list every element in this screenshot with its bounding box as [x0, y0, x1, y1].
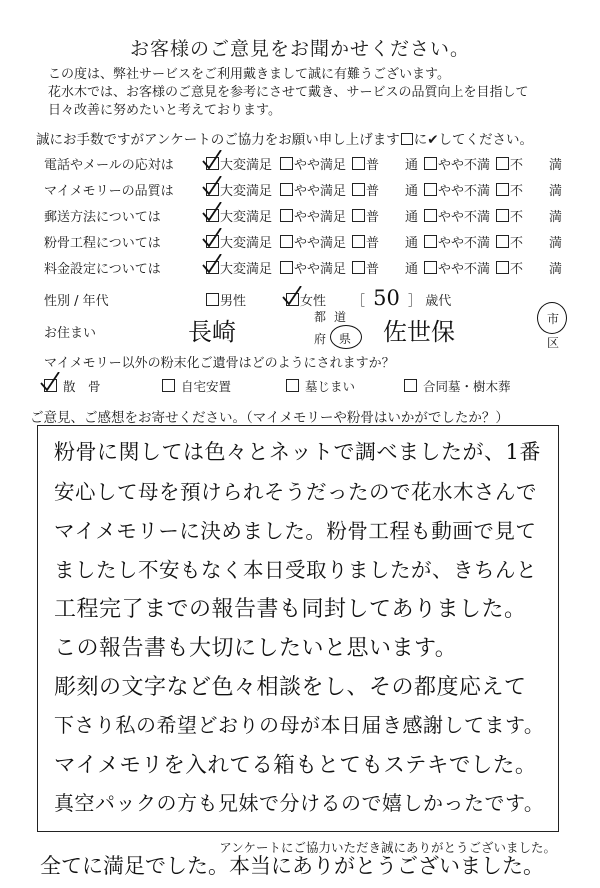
intro-line: 花水木では、お客様のご意見を参考にさせて戴き、サービスの品質向上を目指して — [48, 85, 529, 100]
ken-label: 県 — [339, 332, 352, 346]
survey-checkbox[interactable] — [352, 157, 365, 170]
female-checkbox[interactable] — [286, 293, 299, 306]
survey-option[interactable] — [424, 180, 490, 199]
survey-option[interactable] — [206, 232, 272, 251]
survey-option-label: やや満足 — [294, 184, 347, 199]
comment-line: この報告書も大切にしたいと思います。 — [54, 636, 458, 661]
survey-option-label: やや不満 — [438, 236, 491, 251]
survey-checkbox[interactable] — [424, 235, 437, 248]
check-mark-icon — [39, 372, 61, 394]
survey-checkbox[interactable] — [280, 183, 293, 196]
survey-option[interactable] — [424, 258, 490, 277]
comment-box[interactable] — [37, 425, 559, 832]
remains-checkbox[interactable] — [286, 379, 299, 392]
survey-option-label: 不 満 — [510, 210, 563, 225]
survey-option-label: やや不満 — [438, 210, 491, 225]
survey-option[interactable] — [352, 206, 418, 225]
male-checkbox[interactable] — [206, 293, 219, 306]
comment-line: 工程完了までの報告書も同封してありました。 — [54, 597, 527, 622]
checkbox-sample-icon — [401, 133, 413, 145]
check-mark-icon — [201, 228, 223, 250]
city-value: 佐世保 — [383, 318, 455, 346]
survey-option-label: 不 満 — [510, 262, 563, 277]
thanks-text: アンケートにご協力いただき誠にありがとうございました。 — [219, 840, 556, 855]
survey-option-label: やや満足 — [294, 236, 347, 251]
survey-option[interactable] — [424, 206, 490, 225]
ken-circle-icon — [330, 325, 362, 349]
survey-option-label: 大変満足 — [220, 158, 273, 173]
survey-option-label: 大変満足 — [220, 236, 273, 251]
request-text-middle: に — [413, 132, 428, 148]
survey-checkbox[interactable] — [496, 235, 509, 248]
residence-label: お住まい — [44, 326, 97, 341]
intro-text — [48, 66, 528, 120]
check-mark-icon — [201, 202, 223, 224]
comment-line: マイメモリーに決めました。粉骨工程も動画で見て — [54, 519, 537, 543]
fu-label: 府 — [314, 332, 327, 346]
survey-option-label: 普 通 — [366, 184, 419, 199]
comment-line: 彫刻の文字など色々相談をし、その都度応えて — [54, 675, 527, 700]
comment-line: 粉骨に関しては色々とネットで調べましたが、1番 — [54, 440, 541, 464]
survey-option[interactable] — [280, 258, 346, 277]
check-mark-icon — [201, 254, 223, 276]
survey-checkbox[interactable] — [206, 261, 219, 274]
survey-checkbox[interactable] — [352, 235, 365, 248]
female-label: 女性 — [300, 294, 327, 309]
survey-option[interactable] — [424, 232, 490, 251]
survey-checkbox[interactable] — [206, 183, 219, 196]
survey-option[interactable] — [496, 180, 562, 199]
survey-checkbox[interactable] — [352, 183, 365, 196]
survey-checkbox[interactable] — [280, 261, 293, 274]
comment-line: 真空パックの方も兄妹で分けるので嬉しかったです。 — [54, 791, 545, 815]
age-value: 50 — [373, 286, 400, 310]
survey-option[interactable] — [496, 154, 562, 173]
age-suffix: 歳代 — [425, 294, 452, 309]
comment-line: マイメモリを入れてる箱もとてもステキでした。 — [54, 753, 537, 778]
survey-option-label: 普 通 — [366, 262, 419, 277]
shi-label: 市 — [547, 312, 560, 326]
ku-label: 区 — [547, 336, 560, 350]
prefecture-value: 長崎 — [188, 318, 236, 346]
check-mark-icon — [281, 286, 303, 308]
survey-option-label: やや不満 — [438, 262, 491, 277]
comment-line: ましたし不安もなく本日受取りましたが、きちんと — [54, 558, 537, 582]
survey-checkbox[interactable] — [280, 235, 293, 248]
survey-option-label: 普 通 — [366, 158, 419, 173]
survey-checkbox[interactable] — [424, 157, 437, 170]
survey-option-label: 大変満足 — [220, 210, 273, 225]
survey-option[interactable] — [280, 232, 346, 251]
survey-option-label: やや満足 — [294, 210, 347, 225]
survey-option-label: 大変満足 — [220, 184, 273, 199]
survey-question-label: 郵送方法については — [44, 210, 161, 225]
survey-checkbox[interactable] — [280, 209, 293, 222]
male-label: 男性 — [220, 294, 247, 309]
survey-checkbox[interactable] — [206, 209, 219, 222]
survey-option-label: やや満足 — [294, 262, 347, 277]
survey-option[interactable] — [424, 154, 490, 173]
gender-male-option[interactable] — [206, 290, 246, 309]
remains-option[interactable] — [286, 377, 355, 395]
to-label: 都 — [314, 310, 327, 324]
survey-question-label: 粉骨工程については — [44, 236, 161, 251]
remains-option-label: 自宅安置 — [181, 379, 232, 394]
demographics-label: 性別 / 年代 — [44, 294, 109, 309]
comment-line: 安心して母を預けられそうだったので花水木さんで — [54, 480, 537, 504]
remains-checkbox[interactable] — [162, 379, 175, 392]
survey-option[interactable] — [352, 232, 418, 251]
check-mark-icon — [201, 176, 223, 198]
survey-option[interactable] — [352, 154, 418, 173]
remains-checkbox[interactable] — [44, 379, 57, 392]
survey-option-label: やや不満 — [438, 158, 491, 173]
survey-checkbox[interactable] — [496, 209, 509, 222]
request-instruction — [36, 128, 533, 148]
age-bracket-open: ［ — [352, 294, 366, 309]
survey-checkbox[interactable] — [424, 209, 437, 222]
remains-option[interactable] — [44, 377, 101, 395]
survey-option-label: 大変満足 — [220, 262, 273, 277]
survey-question-label: マイメモリーの品質は — [44, 184, 174, 199]
remains-option[interactable] — [404, 377, 511, 395]
survey-checkbox[interactable] — [206, 235, 219, 248]
survey-option[interactable] — [496, 258, 562, 277]
survey-checkbox[interactable] — [424, 261, 437, 274]
survey-checkbox[interactable] — [496, 261, 509, 274]
remains-option-label: 墓じまい — [305, 379, 356, 394]
survey-option-label: 不 満 — [510, 184, 563, 199]
final-comment: 全てに満足でした。本当にありがとうございました。 — [40, 854, 544, 878]
survey-option[interactable] — [206, 206, 272, 225]
survey-option[interactable] — [206, 258, 272, 277]
request-text: 誠にお手数ですがアンケートのご協力をお願い申し上げます — [36, 132, 400, 148]
comment-line: 下さり私の希望どおりの母が本日届き感謝してます。 — [54, 713, 545, 737]
survey-option[interactable] — [496, 206, 562, 225]
intro-line: 日々改善に努めたいと考えております。 — [48, 103, 281, 118]
survey-option-label: やや不満 — [438, 184, 491, 199]
remains-option-label: 合同墓・樹木葬 — [423, 379, 511, 394]
remains-option-label: 散 骨 — [63, 379, 101, 394]
survey-option[interactable] — [280, 180, 346, 199]
survey-checkbox[interactable] — [206, 157, 219, 170]
survey-option[interactable] — [280, 206, 346, 225]
survey-checkbox[interactable] — [496, 183, 509, 196]
age-bracket-close: ］ — [408, 294, 422, 309]
survey-option[interactable] — [496, 232, 562, 251]
age-field[interactable] — [352, 286, 451, 310]
survey-option-label: 普 通 — [366, 210, 419, 225]
check-mark-icon: ✔ — [427, 132, 439, 148]
opinion-label: ご意見、ご感想をお寄せください。（マイメモリーや粉骨はいかがでしたか？） — [30, 410, 509, 426]
survey-option-label: 不 満 — [510, 236, 563, 251]
dou-label: 道 — [334, 310, 347, 324]
other-remains-question: マイメモリー以外の粉末化ご遺骨はどのようにされますか？ — [44, 356, 395, 371]
gender-female-option[interactable] — [286, 290, 326, 309]
survey-checkbox[interactable] — [280, 157, 293, 170]
survey-checkbox[interactable] — [352, 261, 365, 274]
remains-option[interactable] — [162, 377, 231, 395]
remains-checkbox[interactable] — [404, 379, 417, 392]
survey-option[interactable] — [352, 258, 418, 277]
survey-checkbox[interactable] — [424, 183, 437, 196]
survey-option-label: 不 満 — [510, 158, 563, 173]
intro-line: この度は、弊社サービスをご利用戴きまして誠に有難うございます。 — [48, 67, 450, 82]
survey-option[interactable] — [206, 154, 272, 173]
survey-checkbox[interactable] — [352, 209, 365, 222]
survey-option[interactable] — [280, 154, 346, 173]
survey-option[interactable] — [352, 180, 418, 199]
survey-option-label: 普 通 — [366, 236, 419, 251]
shi-circle-icon — [537, 302, 567, 334]
request-text-after: してください。 — [438, 132, 534, 148]
survey-checkbox[interactable] — [496, 157, 509, 170]
survey-question-label: 電話やメールの応対は — [44, 158, 174, 173]
check-mark-icon — [201, 150, 223, 172]
form-title: お客様のご意見をお聞かせください。 — [129, 38, 470, 60]
demographics-row — [44, 286, 452, 310]
survey-option-label: やや満足 — [294, 158, 347, 173]
survey-option[interactable] — [206, 180, 272, 199]
survey-question-label: 料金設定については — [44, 262, 161, 277]
